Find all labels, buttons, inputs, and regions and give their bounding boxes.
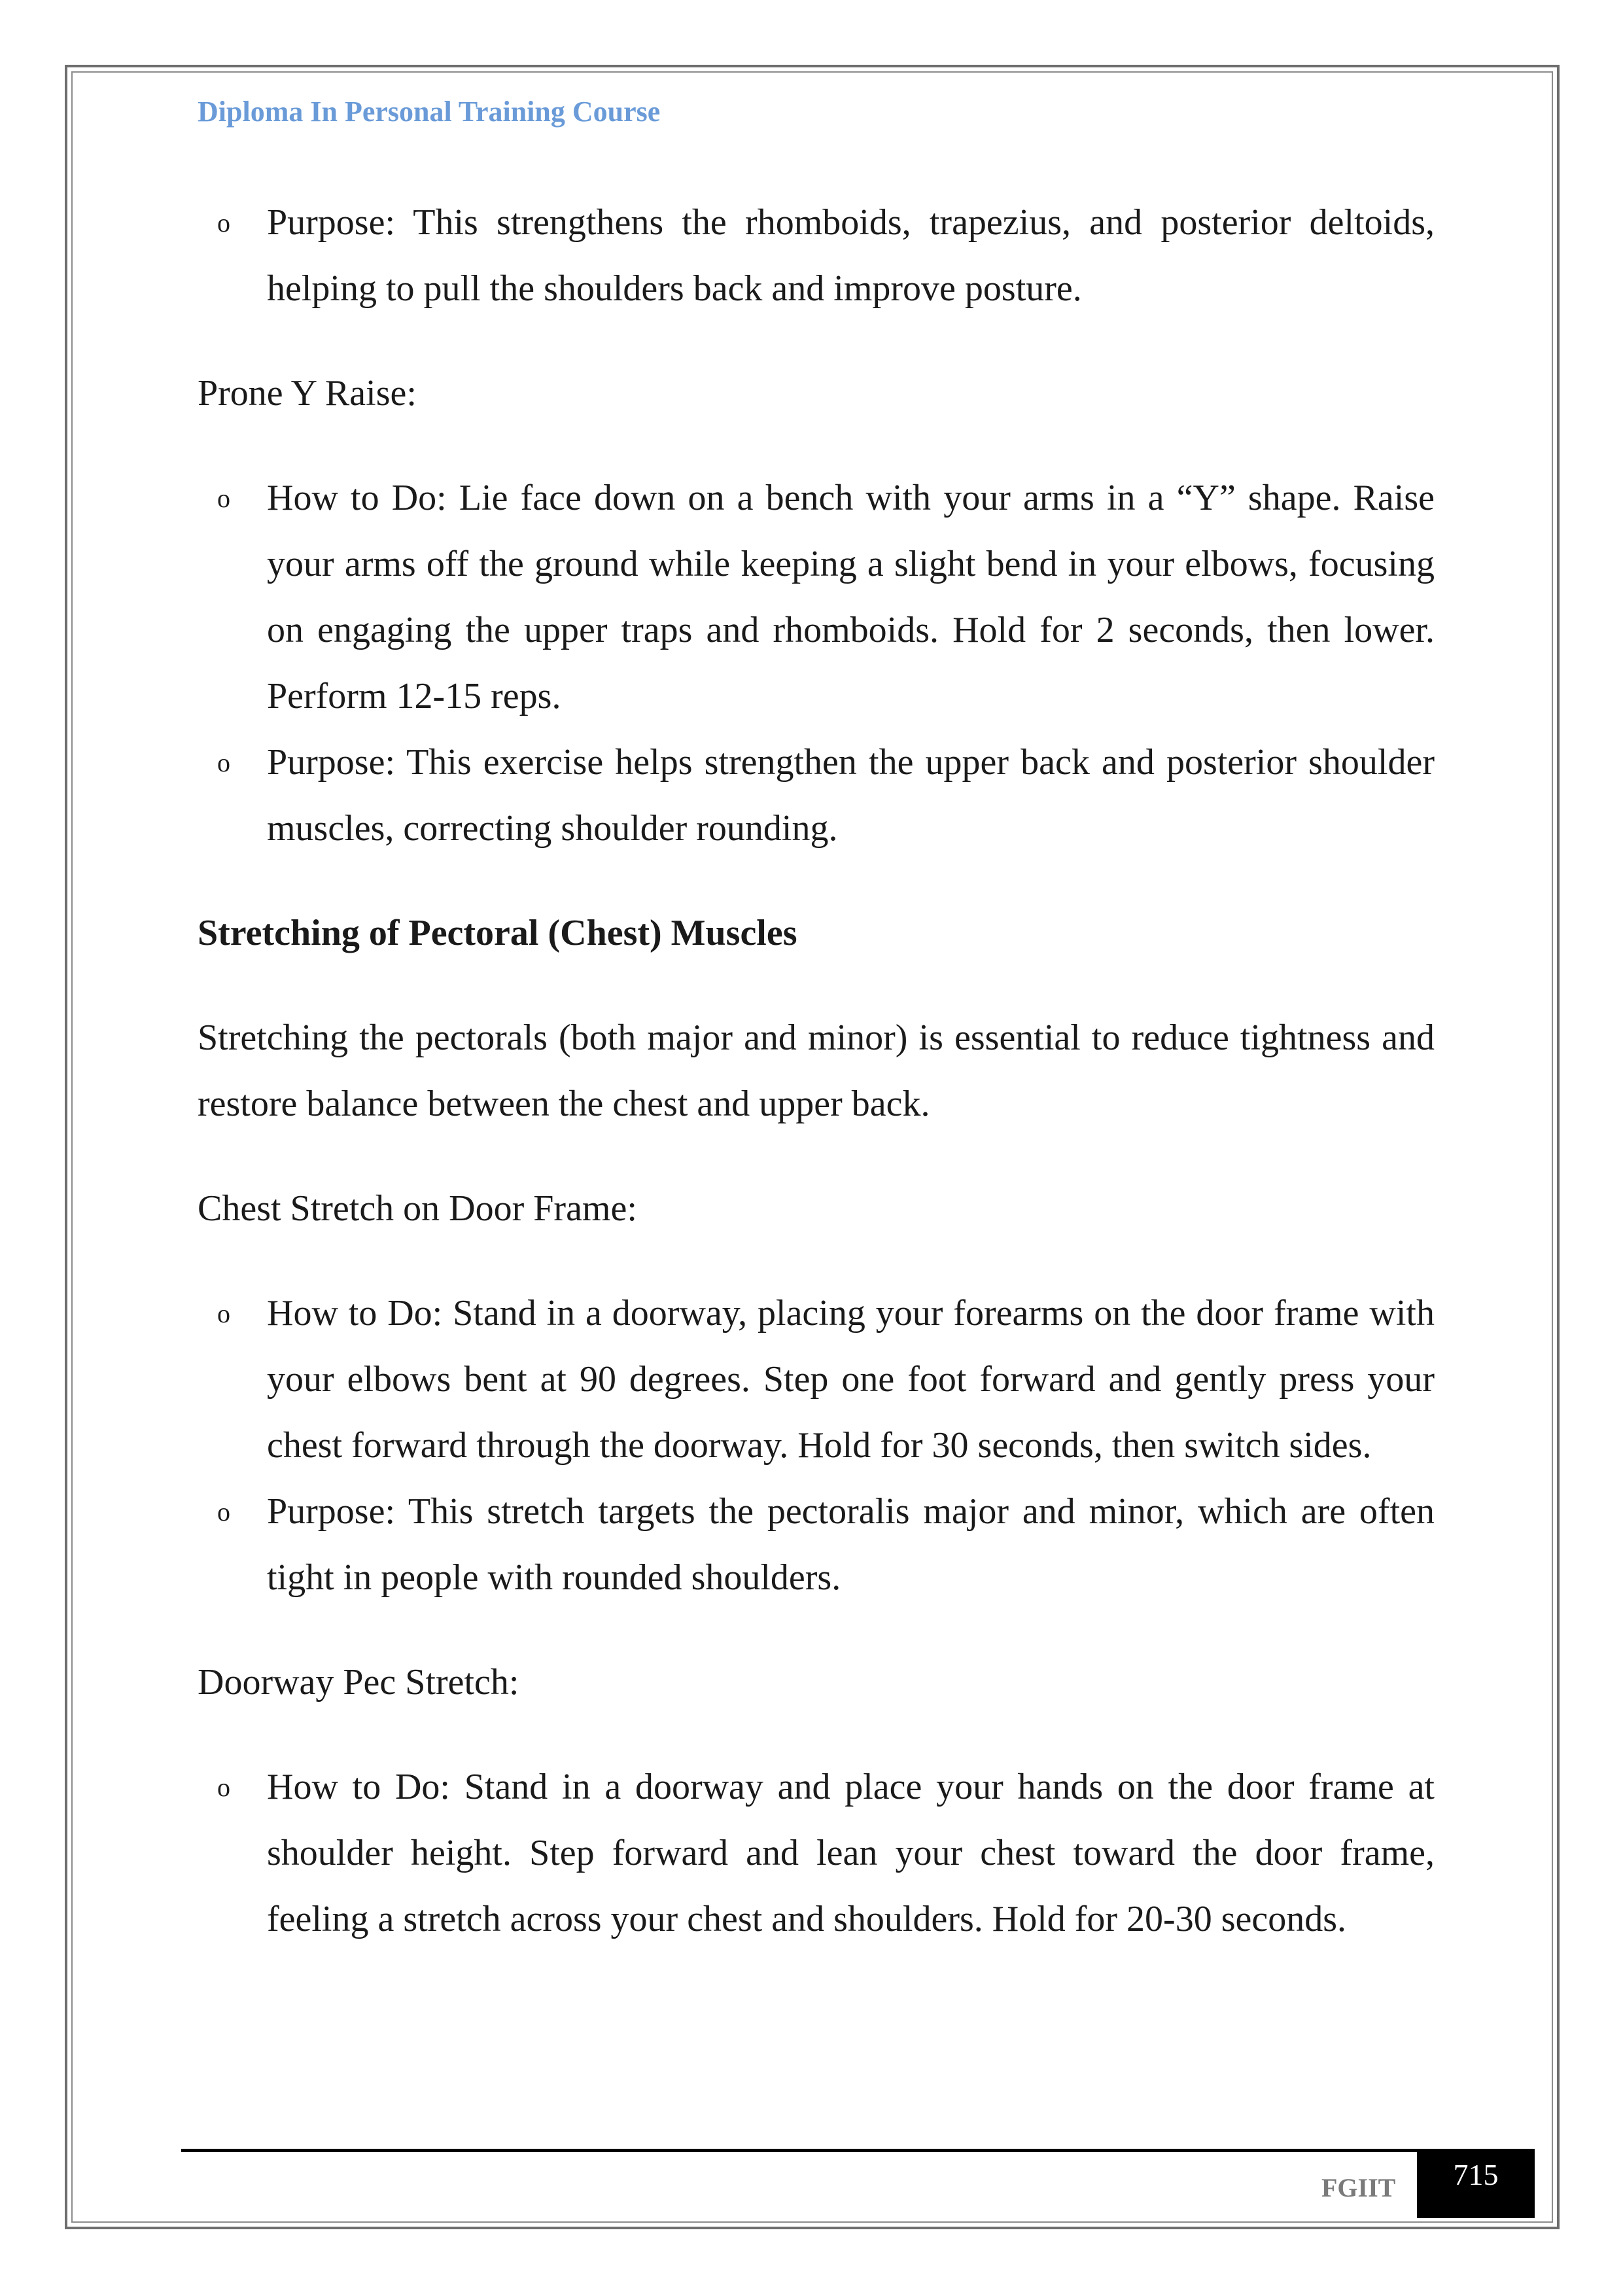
bullet-text: Purpose: This exercise helps strengthen the upper back and posterior shoulder muscles, correcting shoulder rounding. (267, 742, 1435, 849)
bullet-item (198, 1479, 1435, 1611)
bullet-marker: o (217, 484, 230, 513)
exercise-title: Doorway Pec Stretch: (198, 1662, 519, 1703)
bullet-text: Purpose: This stretch targets the pectoralis major and minor, which are often tight in people with rounded shoulders. (267, 1491, 1435, 1598)
bullet-marker: o (217, 1497, 230, 1527)
bullet-text: How to Do: Lie face down on a bench with your arms in a “Y” shape. Raise your arms off the ground while keeping a slight bend in your elbows, focusing on engaging the upper traps and rhomboids. Hold for 2 seconds, then lower. Perform 12-15 reps. (267, 478, 1435, 716)
section-heading: Stretching of Pectoral (Chest) Muscles (198, 913, 797, 953)
footer-rule (181, 2149, 1419, 2152)
exercise-title: Chest Stretch on Door Frame: (198, 1188, 637, 1229)
bullet-list (198, 190, 1435, 322)
bullet-item (198, 190, 1435, 322)
footer-org: FGIIT (1321, 2173, 1396, 2202)
bullet-text: How to Do: Stand in a doorway, placing your forearms on the door frame with your elbows bent at 90 degrees. Step one foot forward and gently press your chest forward through the doorway. Hold for 30 seconds, then switch sides. (267, 1293, 1435, 1466)
bullet-text: Purpose: This strengthens the rhomboids, trapezius, and posterior deltoids, helping to pull the shoulders back and improve posture. (267, 202, 1435, 309)
running-header: Diploma In Personal Training Course (198, 96, 661, 128)
bullet-list (198, 1280, 1435, 1611)
exercise-title: Prone Y Raise: (198, 373, 417, 414)
bullet-item (198, 465, 1435, 730)
bullet-item (198, 1280, 1435, 1479)
bullet-marker: o (217, 1299, 230, 1328)
paragraph: Stretching the pectorals (both major and minor) is essential to reduce tightness and restore balance between the chest and upper back. (198, 1017, 1435, 1124)
page-content (198, 190, 1435, 1952)
page-number: 715 (1417, 2149, 1535, 2218)
bullet-item (198, 1754, 1435, 1952)
bullet-text: How to Do: Stand in a doorway and place your hands on the door frame at shoulder height. Step forward and lean your chest toward the door frame, feeling a stretch across your chest and shoulders. Hold for 20-30 seconds. (267, 1767, 1435, 1939)
bullet-list (198, 1754, 1435, 1952)
bullet-item (198, 730, 1435, 862)
bullet-marker: o (217, 748, 230, 777)
bullet-marker: o (217, 1773, 230, 1802)
bullet-list (198, 465, 1435, 862)
bullet-marker: o (217, 208, 230, 238)
